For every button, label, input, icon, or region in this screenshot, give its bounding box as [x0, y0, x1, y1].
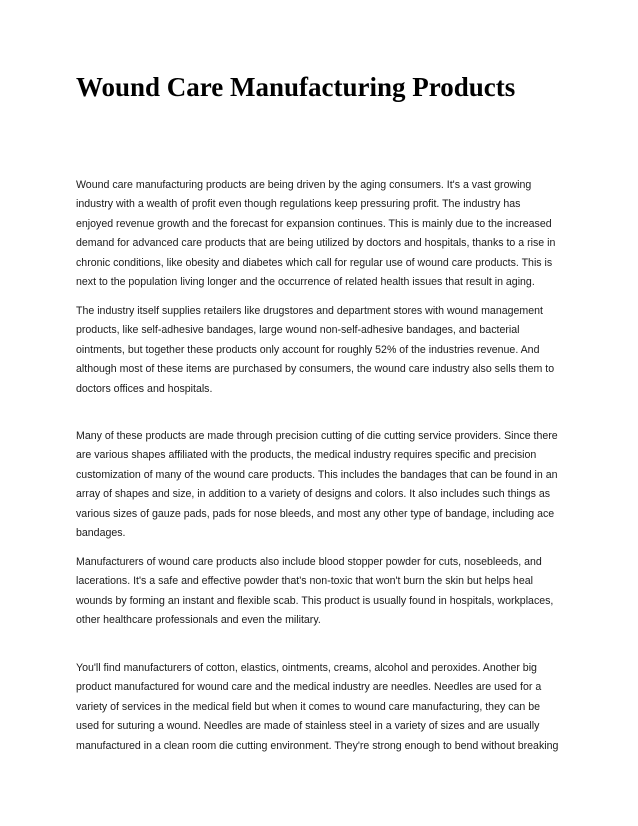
paragraph-3 [76, 427, 566, 543]
paragraph-line: bandages. [76, 527, 126, 540]
paragraph-line: chronic conditions, like obesity and diabetes which call for regular use of wound care products. This is [76, 256, 553, 269]
paragraph-line: variety of services in the medical field but when it comes to wound care manufacturing, they can be [76, 700, 541, 713]
paragraph-line: lacerations. It's a safe and effective powder that's non-toxic that won't burn the skin but helps heal [76, 575, 533, 588]
paragraph-line: The industry itself supplies retailers like drugstores and department stores with wound management [76, 305, 543, 317]
paragraph-line: next to the population living longer and the occurrence of related health issues that result in aging. [76, 276, 535, 289]
document-title: Wound Care Manufacturing Products [76, 72, 516, 102]
paragraph-line: customization of many of the wound care products. This includes the bandages that can be found in an [76, 468, 558, 481]
paragraph-line: You'll find manufacturers of cotton, elastics, ointments, creams, alcohol and peroxides. Another big [76, 662, 537, 674]
paragraph-line: Many of these products are made through precision cutting of die cutting service providers. Since there [76, 430, 558, 442]
paragraph-line: are various shapes affiliated with the products, the medical industry requires specific and precision [76, 449, 537, 462]
paragraph-line: Manufacturers of wound care products also include blood stopper powder for cuts, nosebleeds, and [76, 556, 542, 568]
paragraph-line: wounds by forming an instant and flexible scab. This product is usually found in hospitals, workplaces, [76, 594, 554, 607]
paragraph-line: array of shapes and size, in addition to a variety of designs and colors. It also includes such things as [76, 488, 551, 501]
paragraph-line: used for suturing a wound. Needles are made of stainless steel in a variety of sizes and are usually [76, 720, 540, 733]
paragraph-1 [76, 176, 566, 292]
paragraph-line: doctors offices and hospitals. [76, 382, 213, 395]
paragraph-line: industry with a wealth of profit even though regulations keep pressuring profit. The industry has [76, 198, 521, 211]
paragraph-line: demand for advanced care products that are being utilized by doctors and hospitals, thanks to a rise in [76, 237, 556, 250]
paragraph-5 [76, 659, 566, 756]
paragraph-line: enjoyed revenue growth and the forecast for expansion continues. This is mainly due to the increased [76, 217, 552, 230]
paragraph-line: although most of these items are purchased by consumers, the wound care industry also sells them to [76, 363, 555, 376]
paragraph-line: manufactured in a clean room die cutting environment. They're strong enough to bend without breaking [76, 739, 559, 752]
paragraph-2 [76, 302, 566, 399]
paragraph-4 [76, 553, 566, 631]
paragraph-line: products, like self-adhesive bandages, large wound non-self-adhesive bandages, and bacterial [76, 324, 520, 337]
paragraph-line: ointments, but together these products only account for roughly 52% of the industries revenue. And [76, 343, 540, 356]
paragraph-line: various sizes of gauze pads, pads for nose bleeds, and most any other type of bandage, including ace [76, 507, 555, 520]
paragraph-line: other healthcare professionals and even the military. [76, 614, 321, 627]
paragraph-line: product manufactured for wound care and the medical industry are needles. Needles are used for a [76, 681, 542, 694]
paragraph-line: Wound care manufacturing products are being driven by the aging consumers. It's a vast growing [76, 179, 532, 191]
